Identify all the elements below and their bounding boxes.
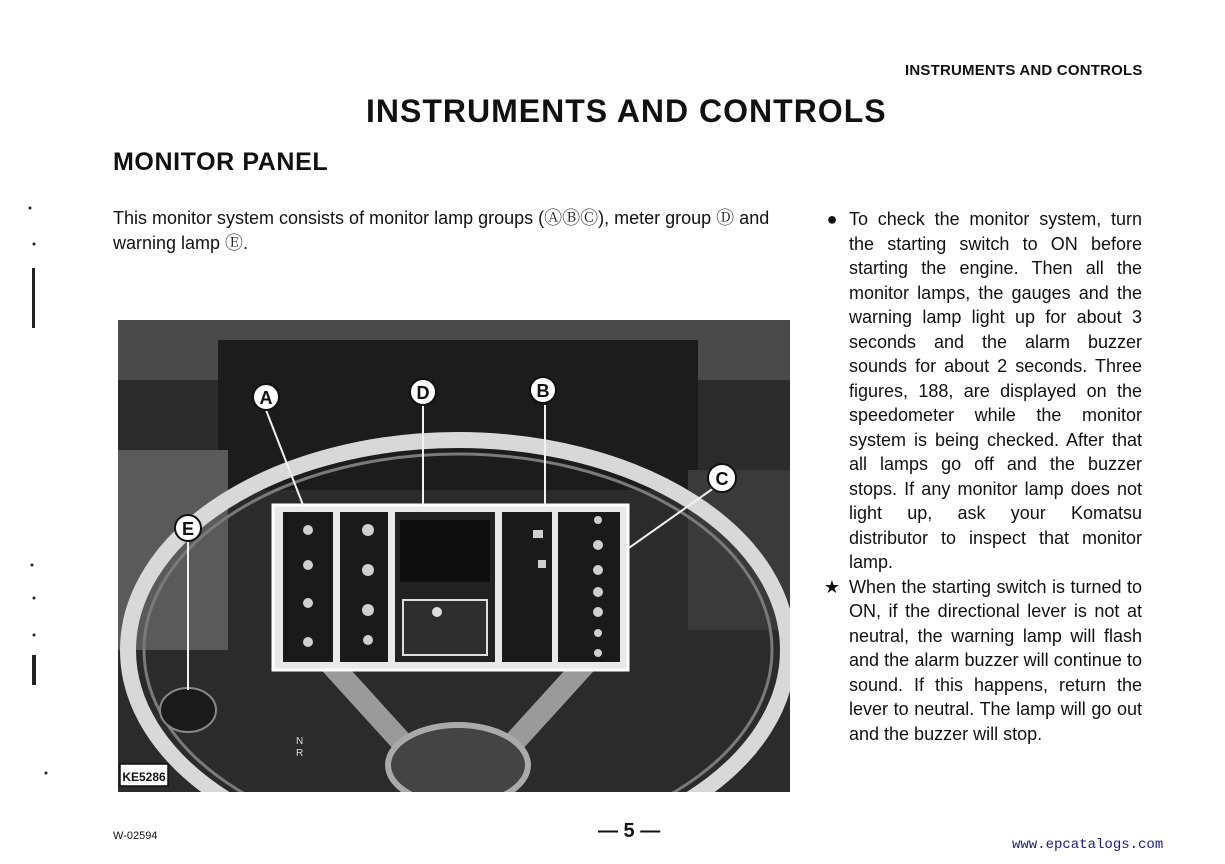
callout-label: E — [181, 519, 195, 539]
page-number: — 5 — — [598, 820, 661, 842]
figure-code: KE5286 — [122, 770, 166, 784]
callout-c — [708, 464, 736, 492]
callout-d — [410, 379, 436, 405]
callout-label: C — [715, 469, 729, 489]
callout-label: A — [259, 388, 273, 408]
intro-paragraph: This monitor system consists of monitor lamp groups (ⒶⒷⒸ), meter group Ⓓ and warning lamp Ⓔ. — [113, 208, 770, 253]
document-code: W-02594 — [113, 830, 158, 842]
callout-b — [530, 377, 556, 403]
bullet-text: When the starting switch is turned to ON, if the directional lever is not at neutral, the warning lamp will flash and the alarm buzzer will continue to sound. If this happens, return the lever to neutral. The lamp will go out and the buzzer will stop. — [849, 576, 1142, 744]
watermark-link[interactable]: www.epcatalogs.com — [1012, 837, 1164, 853]
callout-label: D — [416, 383, 430, 403]
bullet-directional-lever — [822, 575, 1142, 747]
bullet-dot-icon: ● — [826, 209, 838, 229]
gear-label-n: N — [296, 736, 304, 747]
bullet-check-monitor — [822, 207, 1142, 575]
running-header: INSTRUMENTS AND CONTROLS — [905, 62, 1143, 79]
instruction-column — [822, 207, 1142, 746]
callout-label: B — [536, 381, 550, 401]
gear-label-r: R — [296, 748, 304, 759]
scan-margin-marks — [20, 200, 50, 800]
star-icon: ★ — [823, 576, 841, 597]
monitor-panel-photo — [118, 320, 790, 792]
callout-e — [175, 515, 201, 541]
page-title: INSTRUMENTS AND CONTROLS — [366, 93, 887, 129]
callout-a — [253, 384, 279, 410]
bullet-text: To check the monitor system, turn the starting switch to ON before starting the engine. Then all the monitor lamps, the gauges and the warning lamp light up for about 3 seconds and the alarm buzzer sounds for about 2 seconds. Three figures, 188, are displayed on the speedometer while the monitor system is being checked. After that all lamps go off and the buzzer stops. If any monitor lamp does not light up, ask your Komatsu distributor to inspect that monitor lamp. — [849, 209, 1142, 572]
section-title: MONITOR PANEL — [113, 148, 329, 176]
